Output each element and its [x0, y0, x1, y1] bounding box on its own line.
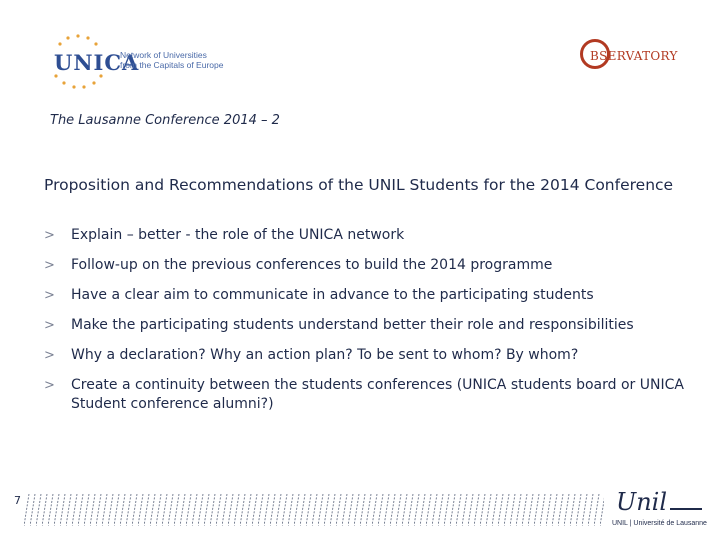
observatory-wordmark: BSERVATORY: [590, 49, 678, 63]
bullet-marker: >: [44, 348, 55, 363]
slide-subtitle: The Lausanne Conference 2014 – 2: [50, 113, 280, 128]
bullet-item: [44, 316, 684, 335]
bullet-text: Have a clear aim to communicate in advance to the participating students: [71, 287, 594, 303]
bullet-marker: >: [44, 288, 55, 303]
unica-logo: [44, 30, 224, 92]
bullet-item: [44, 256, 684, 275]
bullet-list: [44, 226, 684, 414]
bullet-item: [44, 226, 684, 245]
page-number: 7: [14, 494, 21, 507]
bullet-marker: >: [44, 258, 55, 273]
unica-tagline-line1: Network of Universities: [120, 50, 207, 60]
bullet-marker: >: [44, 318, 55, 333]
bullet-marker: >: [44, 378, 55, 393]
bullet-text: Make the participating students understand better their role and responsibilities: [71, 317, 634, 333]
unica-wordmark: UNICA: [54, 50, 140, 75]
bullet-text: Why a declaration? Why an action plan? To be sent to whom? By whom?: [71, 347, 579, 363]
bullet-item: [44, 346, 684, 365]
bullet-item: [44, 376, 684, 414]
bullet-marker: >: [44, 228, 55, 243]
slide-heading: Proposition and Recommendations of the UNIL Students for the 2014 Conference: [44, 176, 674, 194]
bullet-text: Explain – better - the role of the UNICA network: [71, 227, 405, 243]
unil-logo: [612, 488, 712, 532]
unica-tagline-line2: from the Capitals of Europe: [120, 60, 224, 70]
unil-caption: UNIL | Université de Lausanne: [612, 520, 707, 527]
unil-wordmark: Unil: [616, 488, 668, 516]
footer-hatch-pattern: [24, 494, 604, 526]
bullet-text: Create a continuity between the students conferences (UNICA students board or UNICA Student conference alumni?): [71, 377, 684, 412]
bullet-item: [44, 286, 684, 305]
unil-dash: [670, 508, 702, 510]
bullet-text: Follow-up on the previous conferences to build the 2014 programme: [71, 257, 553, 273]
unica-tagline: [120, 50, 230, 70]
observatory-logo: [580, 37, 680, 77]
